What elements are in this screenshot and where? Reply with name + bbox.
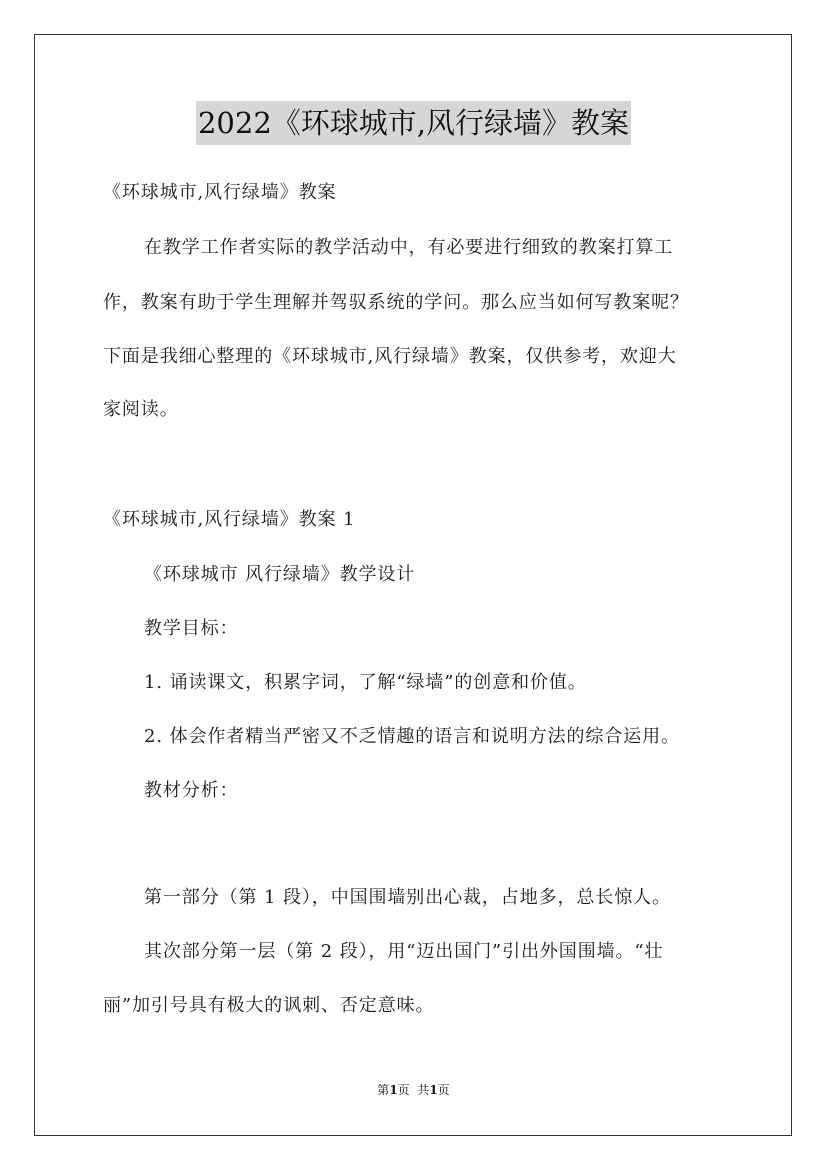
intro-line-2: 作，教案有助于学生理解并驾驭系统的学问。那么应当如何写教案呢？ <box>103 292 689 313</box>
footer-page-suffix: 页 <box>437 1083 450 1097</box>
footer-page-prefix: 第 <box>377 1083 390 1097</box>
title-container <box>0 101 827 145</box>
analysis-label: 教材分析： <box>144 780 239 801</box>
intro-line-4: 家阅读。 <box>103 399 179 420</box>
analysis-line-2: 其次部分第一层（第 2 段），用“迈出国门”引出外国围墙。“壮 <box>144 941 664 962</box>
objective-item-2: 2. 体会作者精当严密又不乏情趣的语言和说明方法的综合运用。 <box>144 726 680 747</box>
document-subtitle: 《环球城市,风行绿墙》教案 <box>103 182 337 203</box>
section-heading: 《环球城市,风行绿墙》教案 1 <box>103 509 356 530</box>
footer-page-current: 1 <box>389 1083 398 1097</box>
intro-line-1: 在教学工作者实际的教学活动中，有必要进行细致的教案打算工 <box>144 237 674 258</box>
analysis-line-1: 第一部分（第 1 段），中国围墙别出心裁，占地多，总长惊人。 <box>144 887 671 908</box>
document-title: 2022《环球城市,风行绿墙》教案 <box>196 101 631 145</box>
footer-page-total: 1 <box>429 1083 438 1097</box>
footer-page-mid: 页 共 <box>397 1083 430 1097</box>
page-footer <box>0 1082 827 1098</box>
analysis-line-3: 丽”加引号具有极大的讽刺、否定意味。 <box>103 995 435 1016</box>
objectives-label: 教学目标： <box>144 618 239 639</box>
design-title: 《环球城市 风行绿墙》教学设计 <box>144 564 416 585</box>
objective-item-1: 1. 诵读课文，积累字词，了解“绿墙”的创意和价值。 <box>144 672 587 693</box>
intro-line-3: 下面是我细心整理的《环球城市,风行绿墙》教案，仅供参考，欢迎大 <box>103 346 677 367</box>
